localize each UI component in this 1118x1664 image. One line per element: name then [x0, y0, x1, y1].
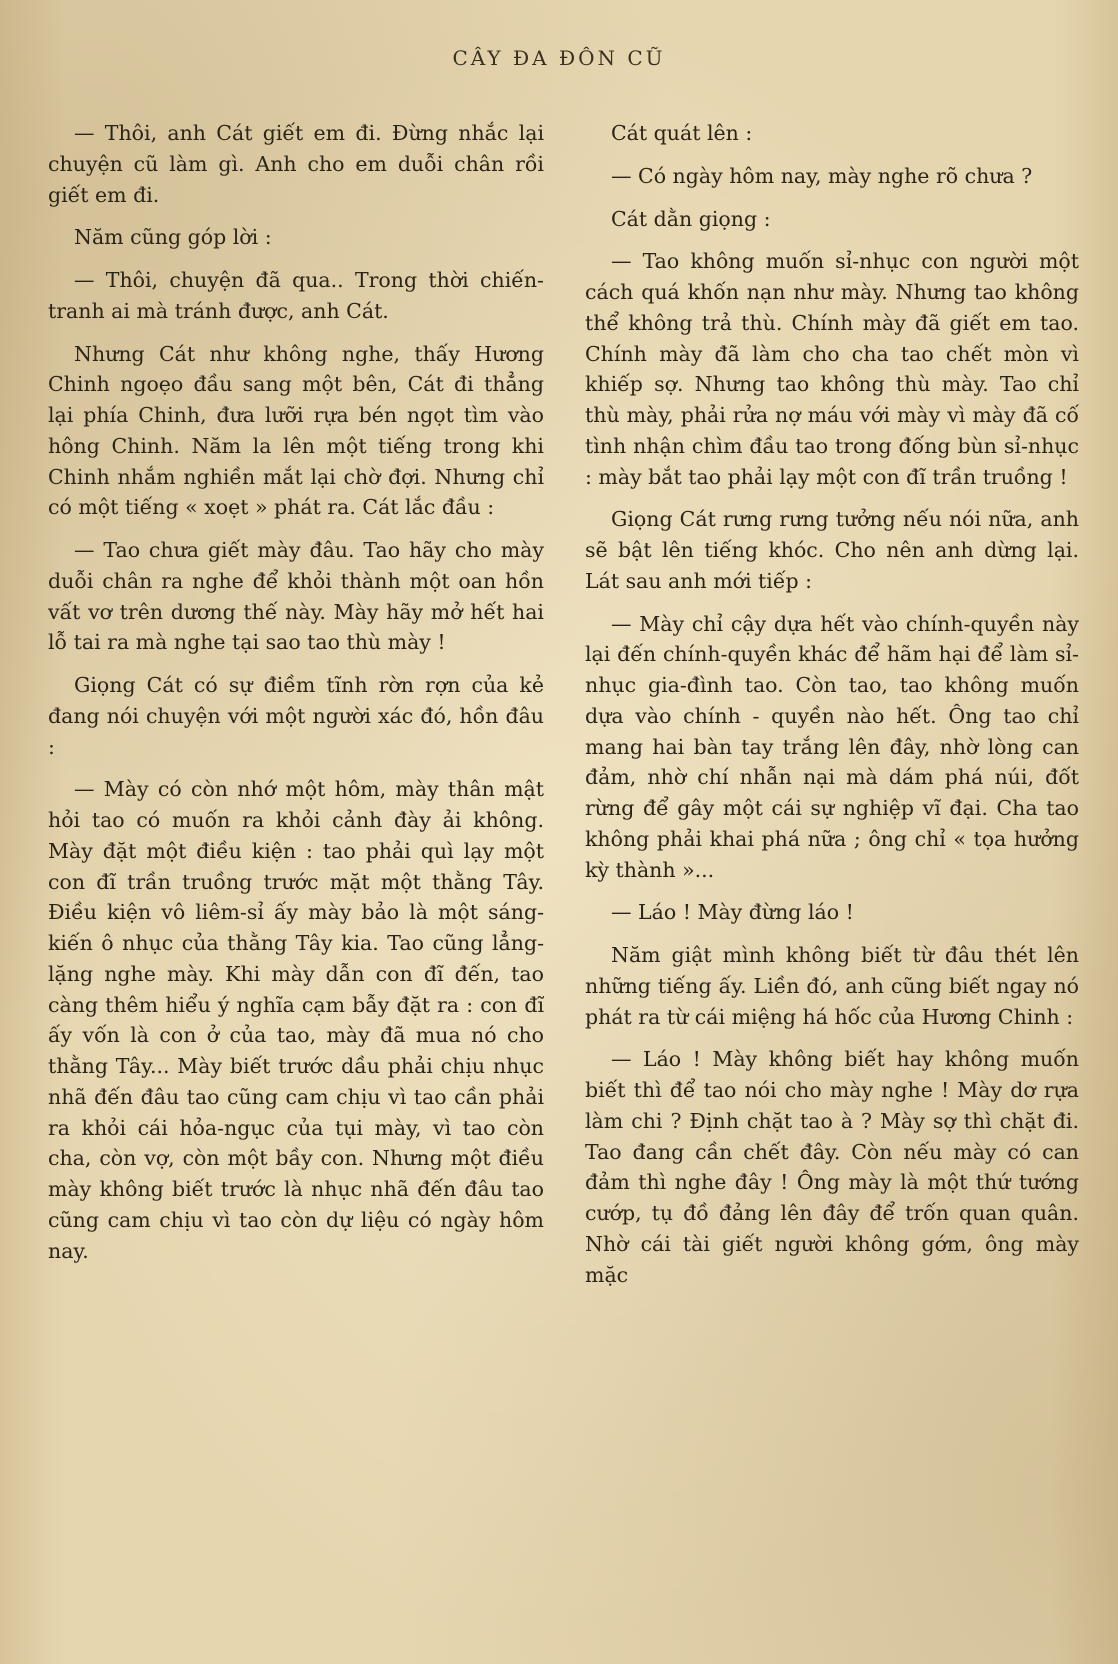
paragraph: Năm cũng góp lời : [74, 225, 272, 250]
paragraph: — Thôi, anh Cát giết em đi. Đừng nhắc lại chuyện cũ làm gì. Anh cho em duỗi chân rồi giết em đi. [48, 121, 544, 207]
paragraph: — Mày có còn nhớ một hôm, mày thân mật hỏi tao có muốn ra khỏi cảnh đày ải không. Mày đặt một điều kiện : tao phải quì lạy một con đĩ trần truồng trước mặt một thằng Tây. Điều kiện vô liêm-sỉ ấy mày bảo là một sáng-kiến ô nhục của thằng Tây kia. Tao cũng lẳng-lặng nghe mày. Khi mày dẫn con đĩ đến, tao càng thêm hiểu ý nghĩa cạm bẫy đặt ra : con đĩ ấy vốn là con ở của tao, mày đã mua nó cho thằng Tây... Mày biết trước dầu phải chịu nhục nhã đến đâu tao cũng cam chịu vì tao cần phải ra khỏi cái hỏa-ngục của tụi mày, vì tao còn cha, còn vợ, còn một bầy con. Nhưng một điều mày không biết trước là nhục nhã đến đâu tao cũng cam chịu vì tao còn dự liệu có ngày hôm nay. [48, 777, 544, 1263]
paragraph: Giọng Cát rưng rưng tưởng nếu nói nữa, anh sẽ bật lên tiếng khóc. Cho nên anh dừng lại. Lát sau anh mới tiếp : [585, 507, 1079, 593]
paragraph: Cát dằn giọng : [611, 206, 771, 231]
right-column [585, 118, 1079, 1302]
paragraph: Giọng Cát có sự điềm tĩnh rờn rợn của kẻ đang nói chuyện với một người xác đó, hồn đâu : [48, 673, 544, 759]
paragraph: — Tao không muốn sỉ-nhục con người một cách quá khốn nạn như mày. Nhưng tao không thể không trả thù. Chính mày đã giết em tao. Chính mày đã làm cho cha tao chết mòn vì khiếp sợ. Nhưng tao không thù mày. Tao chỉ thù mày, phải rửa nợ máu với mày vì mày đã cố tình nhận chìm đầu tao trong đống bùn sỉ-nhục : mày bắt tao phải lạy một con đĩ trần truồng ! [585, 249, 1079, 489]
paragraph: Nhưng Cát như không nghe, thấy Hương Chinh ngoẹo đầu sang một bên, Cát đi thẳng lại phía Chinh, đưa lưỡi rựa bén ngọt tìm vào hông Chinh. Năm la lên một tiếng trong khi Chinh nhắm nghiền mắt lại chờ đợi. Nhưng chỉ có một tiếng « xoẹt » phát ra. Cát lắc đầu : [48, 341, 544, 520]
paragraph: Cát quát lên : [611, 121, 753, 145]
paragraph: — Láo ! Mày đừng láo ! [611, 900, 854, 925]
paragraph: — Mày chỉ cậy dựa hết vào chính-quyền này lại đến chính-quyền khác để hãm hại để làm sỉ-nhục gia-đình tao. Còn tao, tao không muốn dựa vào chính - quyền nào hết. Ông tao chỉ mang hai bàn tay trắng lên đây, nhờ lòng can đảm, nhờ chí nhẫn nại mà dám phá núi, đốt rừng để gây một cái sự nghiệp vĩ đại. Cha tao không phải khai phá nữa ; ông chỉ « tọa hưởng kỳ thành »... [585, 611, 1079, 882]
paragraph: — Tao chưa giết mày đâu. Tao hãy cho mày duỗi chân ra nghe để khỏi thành một oan hồn vất vơ trên dương thế này. Mày hãy mở hết hai lỗ tai ra mà nghe tại sao tao thù mày ! [48, 538, 544, 655]
paragraph: — Thôi, chuyện đã qua.. Trong thời chiến-tranh ai mà tránh được, anh Cát. [48, 268, 544, 323]
paragraph: — Láo ! Mày không biết hay không muốn biết thì để tao nói cho mày nghe ! Mày dơ rựa làm chi ? Định chặt tao à ? Mày sợ thì chặt đi. Tao đang cần chết đây. Còn nếu mày có can đảm thì nghe đây ! Ông mày là một thứ tướng cướp, tụ đồ đảng lên đây để trốn quan quân. Nhờ cái tài giết người không gớm, ông mày mặc [585, 1047, 1079, 1287]
left-column [48, 118, 544, 1278]
paragraph: Năm giật mình không biết từ đâu thét lên những tiếng ấy. Liền đó, anh cũng biết ngay nó phát ra từ cái miệng há hốc của Hương Chinh : [585, 943, 1079, 1029]
running-head-title: CÂY ĐA ĐÔN CŨ [452, 46, 666, 70]
paragraph: — Có ngày hôm nay, mày nghe rõ chưa ? [611, 163, 1033, 188]
